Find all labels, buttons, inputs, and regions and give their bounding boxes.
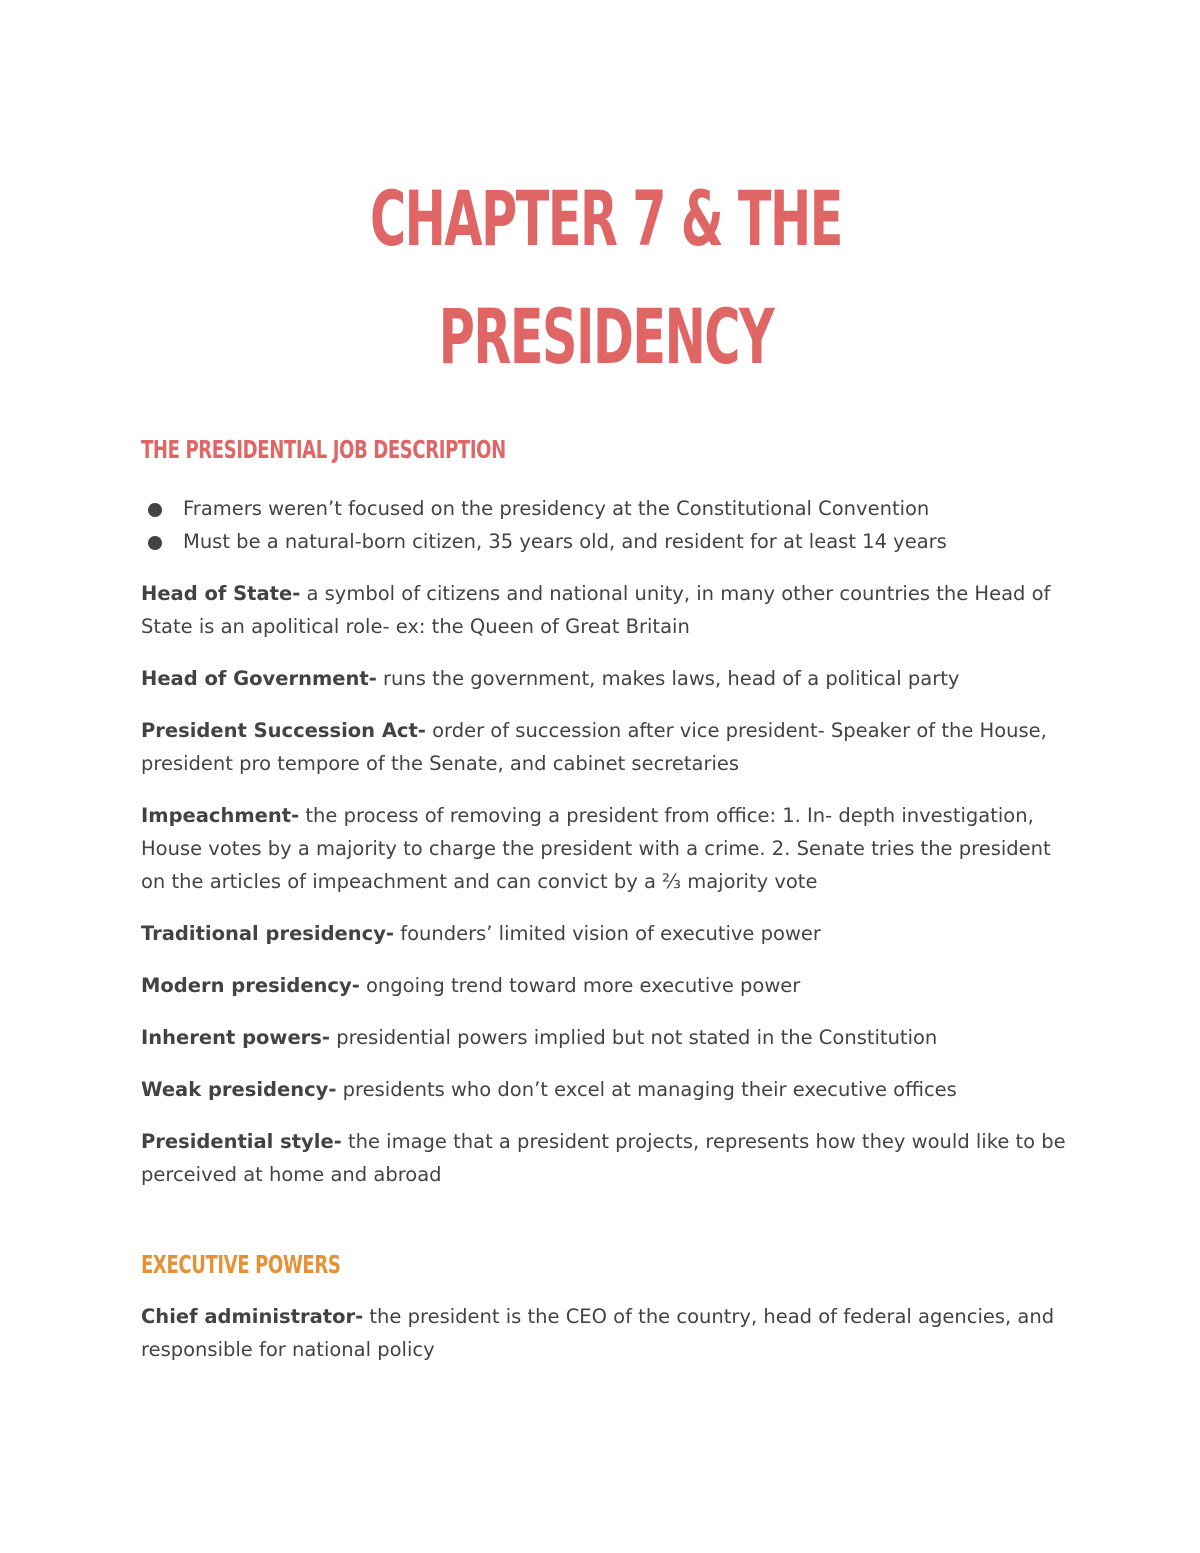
term-label: Impeachment- (141, 804, 300, 827)
term-modern-presidency (141, 969, 1071, 1002)
term-label: Head of State- (141, 582, 301, 605)
term-label: Presidential style- (141, 1130, 342, 1153)
term-label: Weak presidency- (141, 1078, 337, 1101)
term-definition: ongoing trend toward more executive power (359, 974, 801, 997)
term-president-succession-act (141, 714, 1071, 780)
term-label: Inherent powers- (141, 1026, 330, 1049)
bullet-icon (148, 503, 162, 517)
section-heading-job-description: THE PRESIDENTIAL JOB DESCRIPTION (141, 435, 506, 464)
document-content (141, 160, 1071, 1366)
bullet-text: Framers weren’t focused on the presidency at the Constitutional Convention (183, 497, 930, 520)
bullet-icon (148, 536, 162, 550)
term-definition: order of succession after vice president- Speaker of the House, president pro tempore of the Senate, and cabinet secretaries (141, 719, 1047, 775)
term-traditional-presidency (141, 917, 1071, 950)
title-line-1: CHAPTER 7 & THE (369, 174, 843, 263)
term-definition: founders’ limited vision of executive power (394, 922, 821, 945)
bullet-text: Must be a natural-born citizen, 35 years old, and resident for at least 14 years (183, 530, 947, 553)
section-heading-executive-powers: EXECUTIVE POWERS (141, 1250, 341, 1279)
list-item (183, 525, 1071, 558)
term-definition: the president is the CEO of the country, head of federal agencies, and responsible for national policy (141, 1305, 1055, 1361)
term-label: Chief administrator- (141, 1305, 364, 1328)
term-head-of-state (141, 577, 1071, 643)
term-label: Traditional presidency- (141, 922, 395, 945)
term-definition: presidents who don’t excel at managing their executive offices (336, 1078, 957, 1101)
title-line-2: PRESIDENCY (438, 292, 774, 381)
bullet-list (141, 492, 1071, 558)
term-inherent-powers (141, 1021, 1071, 1054)
term-definition: the image that a president projects, represents how they would like to be perceived at home and abroad (141, 1130, 1066, 1186)
term-chief-administrator (141, 1300, 1071, 1366)
term-definition: the process of removing a president from office: 1. In- depth investigation, House votes by a majority to charge the president with a crime. 2. Senate tries the president on the articles of impeachment and can convict by a ⅔ majority vote (141, 804, 1051, 893)
term-label: Modern presidency- (141, 974, 360, 997)
term-head-of-government (141, 662, 1071, 695)
term-definition: presidential powers implied but not stated in the Constitution (330, 1026, 938, 1049)
term-weak-presidency (141, 1073, 1071, 1106)
page-title (271, 160, 941, 396)
term-presidential-style (141, 1125, 1071, 1191)
term-definition: a symbol of citizens and national unity, in many other countries the Head of State is an apolitical role- ex: the Queen of Great Britain (141, 582, 1051, 638)
term-impeachment (141, 799, 1071, 898)
list-item (183, 492, 1071, 525)
term-definition: runs the government, makes laws, head of a political party (376, 667, 960, 690)
term-label: Head of Government- (141, 667, 377, 690)
term-label: President Succession Act- (141, 719, 426, 742)
